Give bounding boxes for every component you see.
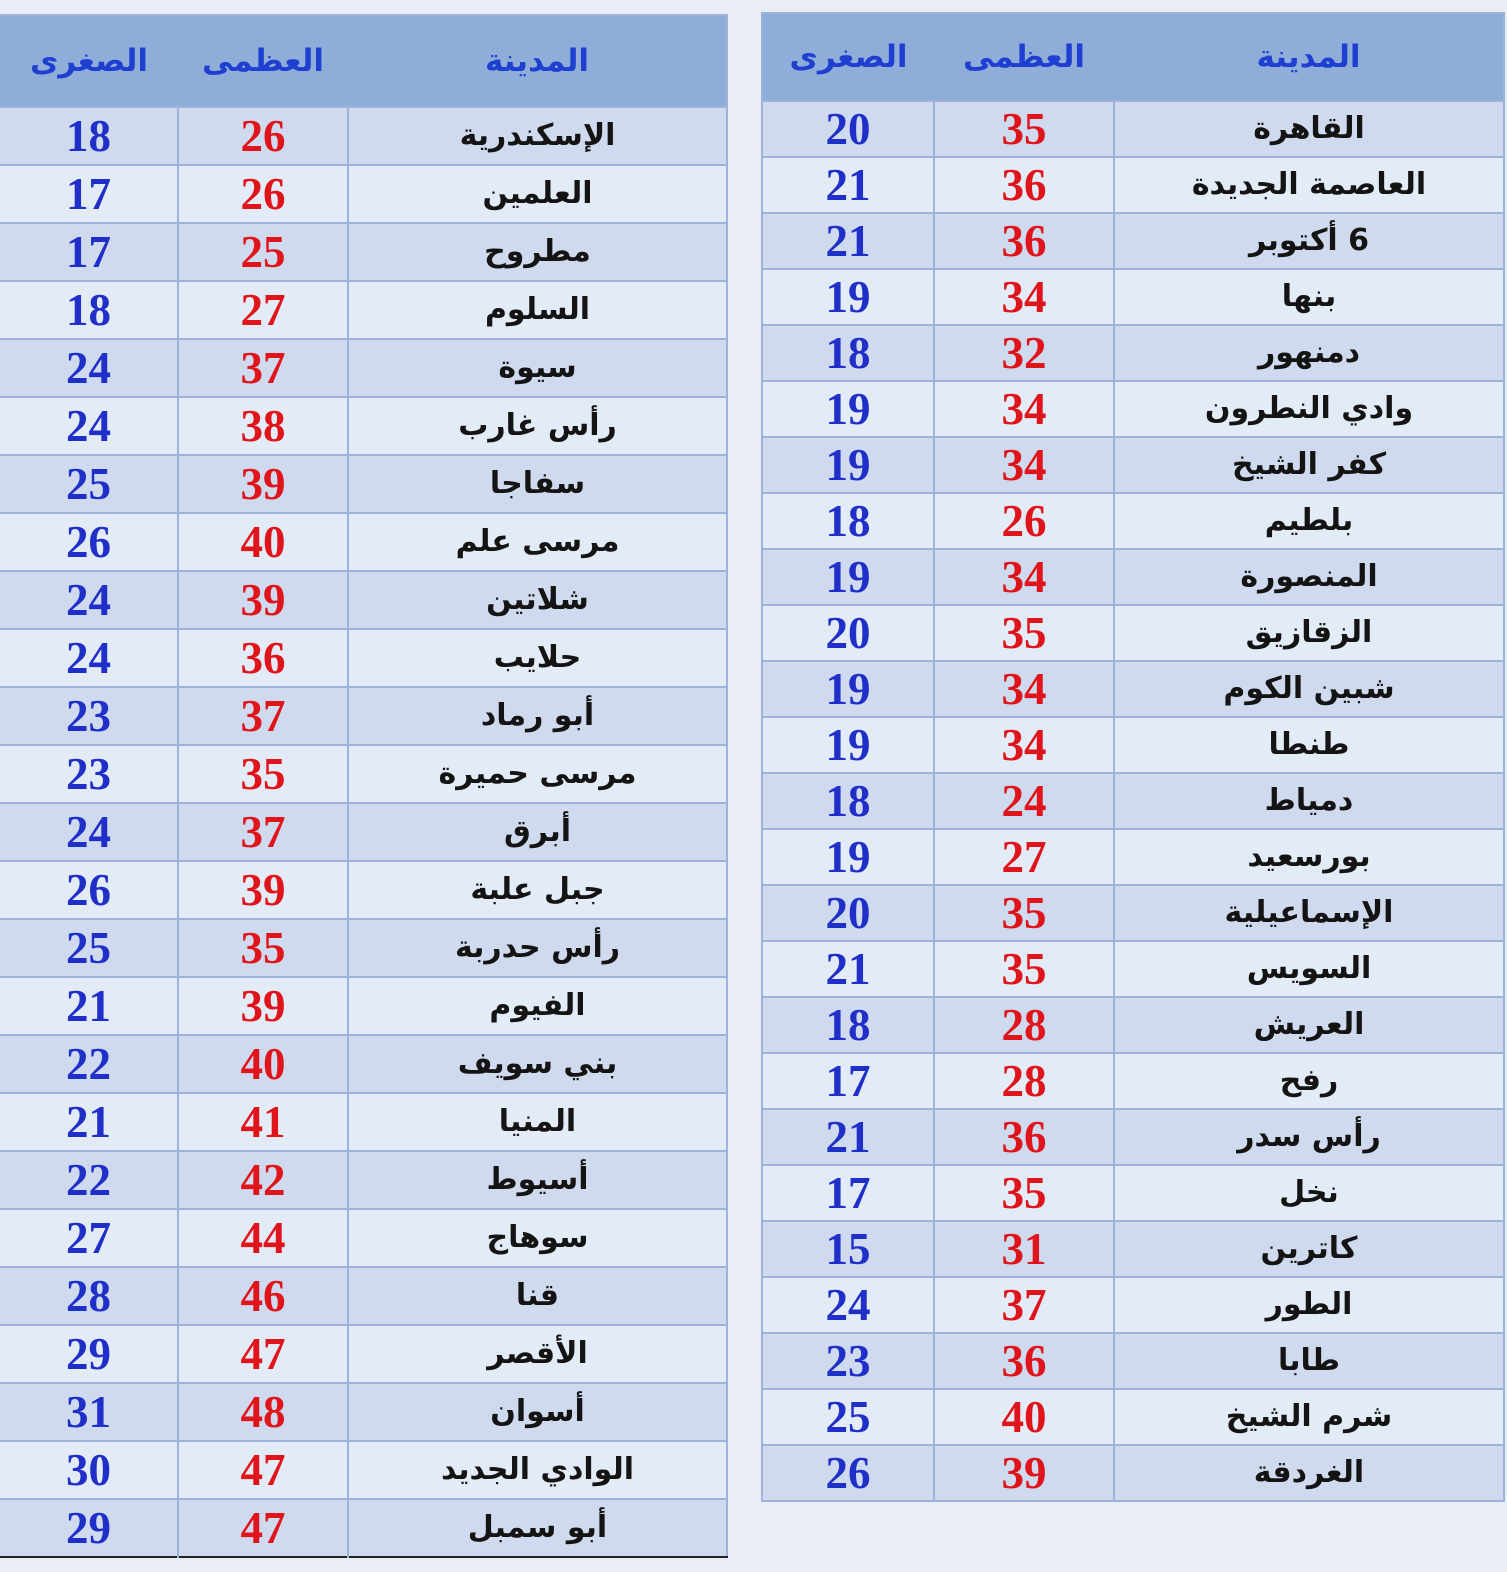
- min-temp-cell: 17: [762, 1165, 934, 1221]
- min-temp-cell: 22: [0, 1035, 178, 1093]
- min-temp-cell: 17: [0, 223, 178, 281]
- max-temp-cell: 25: [178, 223, 348, 281]
- city-name-cell: أسيوط: [348, 1151, 727, 1209]
- table-row: [0, 513, 727, 571]
- city-name-cell: شبين الكوم: [1114, 661, 1504, 717]
- min-temp-cell: 15: [762, 1221, 934, 1277]
- min-temp-cell: 19: [762, 381, 934, 437]
- min-temp-cell: 23: [0, 687, 178, 745]
- max-temp-cell: 35: [934, 101, 1114, 157]
- max-temp-cell: 40: [178, 513, 348, 571]
- table-row: [762, 1445, 1504, 1501]
- min-temp-cell: 26: [762, 1445, 934, 1501]
- table-row: [0, 687, 727, 745]
- city-name-cell: العلمين: [348, 165, 727, 223]
- max-temp-cell: 47: [178, 1441, 348, 1499]
- city-name-cell: سوهاج: [348, 1209, 727, 1267]
- max-temp-cell: 26: [178, 107, 348, 165]
- min-temp-cell: 21: [762, 213, 934, 269]
- city-name-cell: دمنهور: [1114, 325, 1504, 381]
- city-name-cell: السلوم: [348, 281, 727, 339]
- min-temp-cell: 22: [0, 1151, 178, 1209]
- max-temp-cell: 46: [178, 1267, 348, 1325]
- min-temp-cell: 18: [0, 281, 178, 339]
- max-temp-cell: 31: [934, 1221, 1114, 1277]
- table-row: [0, 339, 727, 397]
- max-temp-cell: 37: [178, 687, 348, 745]
- table-row: [762, 325, 1504, 381]
- min-temp-cell: 17: [762, 1053, 934, 1109]
- max-temp-cell: 34: [934, 661, 1114, 717]
- table-row: [762, 381, 1504, 437]
- min-temp-cell: 19: [762, 437, 934, 493]
- city-name-cell: رأس سدر: [1114, 1109, 1504, 1165]
- city-name-cell: الزقازيق: [1114, 605, 1504, 661]
- max-temp-cell: 27: [178, 281, 348, 339]
- city-name-cell: جبل علبة: [348, 861, 727, 919]
- min-temp-cell: 30: [0, 1441, 178, 1499]
- city-name-cell: الوادي الجديد: [348, 1441, 727, 1499]
- table-row: [762, 605, 1504, 661]
- city-name-cell: أسوان: [348, 1383, 727, 1441]
- table-row: [0, 629, 727, 687]
- min-temp-cell: 18: [762, 773, 934, 829]
- table-body: [0, 107, 727, 1557]
- min-temp-cell: 25: [762, 1389, 934, 1445]
- city-name-cell: كاترين: [1114, 1221, 1504, 1277]
- min-temp-cell: 29: [0, 1499, 178, 1557]
- table-row: [762, 157, 1504, 213]
- table-row: [762, 549, 1504, 605]
- table-row: [0, 571, 727, 629]
- max-temp-cell: 39: [178, 977, 348, 1035]
- min-temp-cell: 18: [762, 997, 934, 1053]
- max-temp-cell: 34: [934, 717, 1114, 773]
- max-temp-cell: 24: [934, 773, 1114, 829]
- max-temp-cell: 34: [934, 437, 1114, 493]
- max-temp-cell: 34: [934, 549, 1114, 605]
- max-temp-cell: 35: [934, 605, 1114, 661]
- min-temp-cell: 20: [762, 605, 934, 661]
- min-temp-cell: 21: [0, 1093, 178, 1151]
- min-temp-cell: 31: [0, 1383, 178, 1441]
- table-row: [762, 1389, 1504, 1445]
- table-row: [0, 977, 727, 1035]
- table-row: [0, 803, 727, 861]
- city-name-cell: الإسماعيلية: [1114, 885, 1504, 941]
- header-city: المدينة: [348, 15, 727, 107]
- table-row: [0, 397, 727, 455]
- city-name-cell: شرم الشيخ: [1114, 1389, 1504, 1445]
- city-name-cell: العاصمة الجديدة: [1114, 157, 1504, 213]
- max-temp-cell: 39: [178, 455, 348, 513]
- min-temp-cell: 27: [0, 1209, 178, 1267]
- city-name-cell: بلطيم: [1114, 493, 1504, 549]
- table-row: [0, 1151, 727, 1209]
- table-row: [762, 493, 1504, 549]
- min-temp-cell: 18: [762, 325, 934, 381]
- min-temp-cell: 18: [762, 493, 934, 549]
- min-temp-cell: 23: [0, 745, 178, 803]
- table-row: [0, 1093, 727, 1151]
- min-temp-cell: 24: [0, 629, 178, 687]
- city-name-cell: طنطا: [1114, 717, 1504, 773]
- table-row: [762, 1165, 1504, 1221]
- table-row: [762, 1221, 1504, 1277]
- min-temp-cell: 26: [0, 861, 178, 919]
- temperature-table-right: [761, 12, 1505, 1502]
- city-name-cell: بني سويف: [348, 1035, 727, 1093]
- city-name-cell: نخل: [1114, 1165, 1504, 1221]
- city-name-cell: الطور: [1114, 1277, 1504, 1333]
- max-temp-cell: 35: [178, 745, 348, 803]
- min-temp-cell: 21: [762, 941, 934, 997]
- city-name-cell: كفر الشيخ: [1114, 437, 1504, 493]
- city-name-cell: وادي النطرون: [1114, 381, 1504, 437]
- min-temp-cell: 21: [0, 977, 178, 1035]
- city-name-cell: السويس: [1114, 941, 1504, 997]
- city-name-cell: رأس غارب: [348, 397, 727, 455]
- table-row: [0, 1325, 727, 1383]
- min-temp-cell: 19: [762, 269, 934, 325]
- city-name-cell: مرسى حميرة: [348, 745, 727, 803]
- max-temp-cell: 26: [178, 165, 348, 223]
- max-temp-cell: 39: [178, 861, 348, 919]
- header-min: الصغرى: [762, 13, 934, 101]
- min-temp-cell: 17: [0, 165, 178, 223]
- min-temp-cell: 19: [762, 549, 934, 605]
- max-temp-cell: 44: [178, 1209, 348, 1267]
- city-name-cell: الإسكندرية: [348, 107, 727, 165]
- city-name-cell: المنيا: [348, 1093, 727, 1151]
- table-row: [0, 745, 727, 803]
- max-temp-cell: 28: [934, 1053, 1114, 1109]
- table-row: [0, 1383, 727, 1441]
- max-temp-cell: 47: [178, 1499, 348, 1557]
- table-row: [0, 107, 727, 165]
- max-temp-cell: 32: [934, 325, 1114, 381]
- min-temp-cell: 24: [0, 571, 178, 629]
- min-temp-cell: 23: [762, 1333, 934, 1389]
- max-temp-cell: 36: [934, 1109, 1114, 1165]
- min-temp-cell: 24: [0, 803, 178, 861]
- table-row: [762, 1333, 1504, 1389]
- table-row: [762, 1053, 1504, 1109]
- city-name-cell: الأقصر: [348, 1325, 727, 1383]
- table-row: [762, 829, 1504, 885]
- max-temp-cell: 36: [178, 629, 348, 687]
- max-temp-cell: 36: [934, 1333, 1114, 1389]
- min-temp-cell: 24: [0, 339, 178, 397]
- table-row: [0, 1267, 727, 1325]
- table-row: [0, 919, 727, 977]
- temperature-table-left: [0, 14, 728, 1558]
- max-temp-cell: 40: [934, 1389, 1114, 1445]
- min-temp-cell: 24: [762, 1277, 934, 1333]
- city-name-cell: شلاتين: [348, 571, 727, 629]
- city-name-cell: سيوة: [348, 339, 727, 397]
- table-row: [0, 1035, 727, 1093]
- table-row: [0, 861, 727, 919]
- max-temp-cell: 39: [934, 1445, 1114, 1501]
- table-row: [762, 773, 1504, 829]
- table-row: [762, 661, 1504, 717]
- table-row: [762, 1109, 1504, 1165]
- min-temp-cell: 19: [762, 661, 934, 717]
- city-name-cell: قنا: [348, 1267, 727, 1325]
- table-row: [762, 997, 1504, 1053]
- max-temp-cell: 35: [934, 885, 1114, 941]
- max-temp-cell: 39: [178, 571, 348, 629]
- max-temp-cell: 26: [934, 493, 1114, 549]
- table-body: [762, 101, 1504, 1501]
- max-temp-cell: 36: [934, 213, 1114, 269]
- max-temp-cell: 40: [178, 1035, 348, 1093]
- max-temp-cell: 35: [934, 1165, 1114, 1221]
- table-row: [0, 1441, 727, 1499]
- city-name-cell: طابا: [1114, 1333, 1504, 1389]
- max-temp-cell: 34: [934, 269, 1114, 325]
- max-temp-cell: 35: [178, 919, 348, 977]
- city-name-cell: القاهرة: [1114, 101, 1504, 157]
- table-row: [762, 941, 1504, 997]
- city-name-cell: العريش: [1114, 997, 1504, 1053]
- table-row: [0, 165, 727, 223]
- min-temp-cell: 20: [762, 101, 934, 157]
- city-name-cell: رفح: [1114, 1053, 1504, 1109]
- city-name-cell: بنها: [1114, 269, 1504, 325]
- min-temp-cell: 26: [0, 513, 178, 571]
- city-name-cell: المنصورة: [1114, 549, 1504, 605]
- min-temp-cell: 25: [0, 919, 178, 977]
- max-temp-cell: 37: [178, 339, 348, 397]
- city-name-cell: أبو سمبل: [348, 1499, 727, 1557]
- table-row: [0, 455, 727, 513]
- table-row: [0, 1209, 727, 1267]
- city-name-cell: الفيوم: [348, 977, 727, 1035]
- min-temp-cell: 19: [762, 717, 934, 773]
- max-temp-cell: 38: [178, 397, 348, 455]
- max-temp-cell: 36: [934, 157, 1114, 213]
- city-name-cell: مرسى علم: [348, 513, 727, 571]
- min-temp-cell: 21: [762, 1109, 934, 1165]
- table-header-row: [0, 15, 727, 107]
- table-row: [762, 101, 1504, 157]
- max-temp-cell: 37: [178, 803, 348, 861]
- min-temp-cell: 18: [0, 107, 178, 165]
- city-name-cell: سفاجا: [348, 455, 727, 513]
- city-name-cell: 6 أكتوبر: [1114, 213, 1504, 269]
- city-name-cell: رأس حدربة: [348, 919, 727, 977]
- city-name-cell: أبو رماد: [348, 687, 727, 745]
- min-temp-cell: 24: [0, 397, 178, 455]
- city-name-cell: دمياط: [1114, 773, 1504, 829]
- header-min: الصغرى: [0, 15, 178, 107]
- city-name-cell: حلايب: [348, 629, 727, 687]
- table-row: [762, 885, 1504, 941]
- header-max: العظمى: [178, 15, 348, 107]
- max-temp-cell: 37: [934, 1277, 1114, 1333]
- max-temp-cell: 27: [934, 829, 1114, 885]
- max-temp-cell: 48: [178, 1383, 348, 1441]
- min-temp-cell: 29: [0, 1325, 178, 1383]
- max-temp-cell: 28: [934, 997, 1114, 1053]
- city-name-cell: مطروح: [348, 223, 727, 281]
- city-name-cell: بورسعيد: [1114, 829, 1504, 885]
- max-temp-cell: 42: [178, 1151, 348, 1209]
- min-temp-cell: 20: [762, 885, 934, 941]
- max-temp-cell: 41: [178, 1093, 348, 1151]
- min-temp-cell: 28: [0, 1267, 178, 1325]
- table-header-row: [762, 13, 1504, 101]
- table-row: [762, 1277, 1504, 1333]
- header-max: العظمى: [934, 13, 1114, 101]
- min-temp-cell: 21: [762, 157, 934, 213]
- table-row: [0, 223, 727, 281]
- table-row: [762, 717, 1504, 773]
- header-city: المدينة: [1114, 13, 1504, 101]
- min-temp-cell: 19: [762, 829, 934, 885]
- city-name-cell: أبرق: [348, 803, 727, 861]
- table-row: [0, 281, 727, 339]
- max-temp-cell: 47: [178, 1325, 348, 1383]
- table-row: [762, 213, 1504, 269]
- min-temp-cell: 25: [0, 455, 178, 513]
- city-name-cell: الغردقة: [1114, 1445, 1504, 1501]
- max-temp-cell: 34: [934, 381, 1114, 437]
- table-row: [762, 437, 1504, 493]
- table-row: [762, 269, 1504, 325]
- table-row: [0, 1499, 727, 1557]
- max-temp-cell: 35: [934, 941, 1114, 997]
